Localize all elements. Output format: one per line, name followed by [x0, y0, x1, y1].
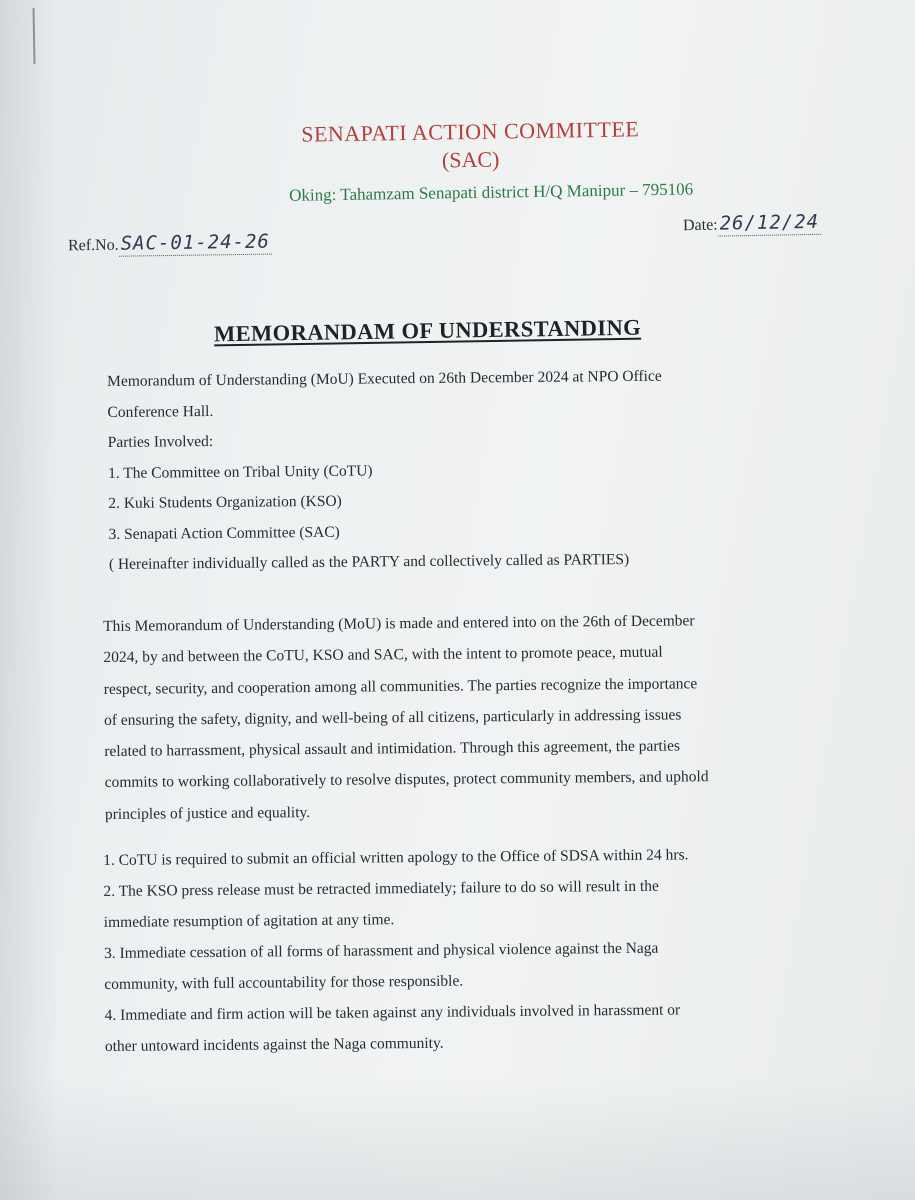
clause-line: immediate resumption of agitation at any time.	[103, 911, 395, 931]
clauses-list	[103, 838, 825, 1062]
date-value: 26/12/24	[719, 210, 820, 235]
clause-line: community, with full accountability for those responsible.	[104, 972, 464, 993]
intro-line: Memorandum of Understanding (MoU) Executed on 26th December 2024 at NPO Office	[107, 367, 662, 390]
clause-item	[104, 993, 825, 1062]
body-line: commits to working collaboratively to resolve disputes, protect community members, and uphold	[104, 768, 709, 792]
body-line: principles of justice and equality.	[104, 803, 311, 823]
clause-line: 3. Immediate cessation of all forms of harassment and physical violence against the Naga	[103, 939, 659, 962]
date-label: Date:	[682, 216, 718, 235]
party-item: 1. The Committee on Tribal Unity (CoTU)	[107, 461, 373, 482]
organization-address: Oking: Tahamzam Senapati district H/Q Manipur – 795106	[288, 179, 694, 205]
clause-item	[103, 869, 824, 938]
clause-line: 4. Immediate and firm action will be taken against any individuals involved in harassment or	[104, 1001, 681, 1024]
reference-value: SAC-01-24-26	[120, 230, 271, 255]
organization-abbreviation: (SAC)	[441, 146, 500, 173]
clause-item	[104, 931, 825, 1000]
document-date	[683, 211, 822, 237]
body-line: respect, security, and cooperation among all communities. The parties recognize the importance	[103, 674, 698, 698]
reference-number	[68, 231, 272, 258]
organization-name: SENAPATI ACTION COMMITTEE	[301, 116, 640, 147]
page-shadow-left	[0, 0, 60, 1200]
reference-label: Ref.No.	[67, 236, 119, 255]
body-line: of ensuring the safety, dignity, and well-being of all citizens, particularly in addressing issues	[103, 706, 682, 729]
letterhead	[150, 113, 791, 211]
body-line: This Memorandum of Understanding (MoU) is made and entered into on the 26th of December	[103, 612, 695, 635]
page-shadow-bottom	[0, 1080, 915, 1200]
clause-line: 2. The KSO press release must be retracted immediately; failure to do so will result in the	[103, 877, 659, 900]
intro-section	[107, 360, 809, 580]
party-item: 2. Kuki Students Organization (KSO)	[108, 492, 342, 512]
party-item: 3. Senapati Action Committee (SAC)	[108, 523, 340, 543]
clause-line: other untoward incidents against the Naga community.	[104, 1034, 444, 1055]
clause-line: 1. CoTU is required to submit an official written apology to the Office of SDSA within 24 hrs.	[103, 846, 689, 869]
body-line: related to harrassment, physical assault and intimidation. Through this agreement, the parties	[104, 737, 681, 761]
page-edge-mark	[33, 8, 36, 64]
document-title: MEMORANDAM OF UNDERSTANDING	[213, 314, 642, 347]
parties-label: Parties Involved:	[107, 432, 214, 451]
body-paragraph	[103, 604, 825, 830]
hereinafter-note: ( Hereinafter individually called as the PARTY and collectively called as PARTIES)	[108, 550, 630, 573]
body-line: 2024, by and between the CoTU, KSO and SAC, with the intent to promote peace, mutual	[103, 643, 663, 667]
intro-line: Conference Hall.	[107, 402, 214, 421]
